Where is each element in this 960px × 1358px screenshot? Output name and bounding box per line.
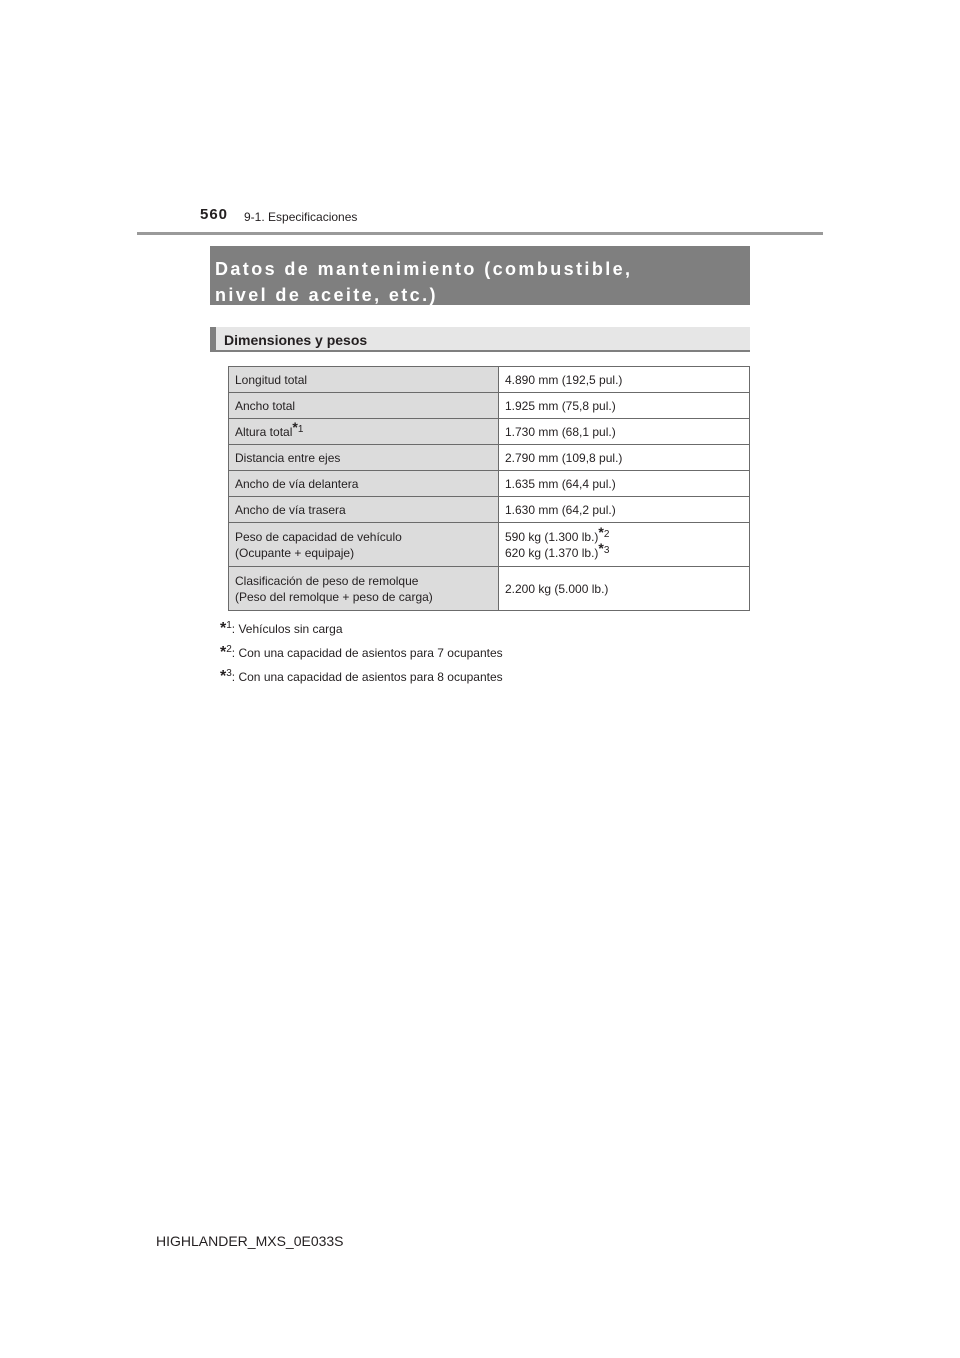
section-heading-bar xyxy=(210,327,216,350)
row-value: 1.730 mm (68,1 pul.) xyxy=(499,419,750,445)
page-number: 560 xyxy=(200,206,229,223)
footnotes xyxy=(220,620,503,692)
table-row xyxy=(229,419,750,445)
footnote-marker: *2 xyxy=(598,523,610,540)
table-row xyxy=(229,393,750,419)
footnote-number: 3 xyxy=(226,668,232,679)
section-heading xyxy=(210,327,750,352)
row-value: 2.790 mm (109,8 pul.) xyxy=(499,445,750,471)
footnote-marker: *1 xyxy=(292,418,304,435)
footnote-number: 2 xyxy=(603,528,610,540)
row-value-line-2: 620 kg (1.370 lb.) xyxy=(505,545,599,560)
row-label-line-1: Clasificación de peso de remolque xyxy=(235,573,419,588)
table-row xyxy=(229,523,750,567)
row-value: 2.200 kg (5.000 lb.) xyxy=(499,567,750,611)
row-label: Ancho de vía delantera xyxy=(229,471,499,497)
row-label: Distancia entre ejes xyxy=(229,445,499,471)
footnote-number: 3 xyxy=(603,544,610,556)
table-row xyxy=(229,471,750,497)
footnote-number: 1 xyxy=(297,423,304,435)
footnote-text: : Con una capacidad de asientos para 7 ocupantes xyxy=(231,646,503,660)
footnote xyxy=(220,644,503,668)
row-label-line-2: (Ocupante + equipaje) xyxy=(235,545,355,560)
footnote-marker: *3 xyxy=(598,539,610,556)
row-label-line-2: (Peso del remolque + peso de carga) xyxy=(235,589,433,604)
row-value xyxy=(499,523,750,567)
footnote-asterisk: * xyxy=(220,668,227,685)
row-label xyxy=(229,419,499,445)
footnote-text: : Con una capacidad de asientos para 8 ocupantes xyxy=(231,670,503,684)
header-divider xyxy=(137,232,823,235)
footnote-number: 1 xyxy=(226,620,232,631)
section-reference: 9-1. Especificaciones xyxy=(244,210,358,224)
footnote-text: : Vehículos sin carga xyxy=(231,622,343,636)
document-code: HIGHLANDER_MXS_0E033S xyxy=(156,1233,344,1249)
row-label xyxy=(229,567,499,611)
footnote xyxy=(220,620,503,644)
row-label xyxy=(229,523,499,567)
section-heading-label: Dimensiones y pesos xyxy=(224,332,368,348)
table-row xyxy=(229,445,750,471)
page-title-line-1: Datos de mantenimiento (combustible, xyxy=(215,259,633,279)
page-title-line-2: nivel de aceite, etc.) xyxy=(215,285,438,305)
row-label: Ancho de vía trasera xyxy=(229,497,499,523)
table-row xyxy=(229,567,750,611)
row-label: Longitud total xyxy=(229,367,499,393)
row-value: 1.635 mm (64,4 pul.) xyxy=(499,471,750,497)
row-label: Ancho total xyxy=(229,393,499,419)
table-row xyxy=(229,497,750,523)
row-value-line-1: 590 kg (1.300 lb.) xyxy=(505,529,599,544)
dimensions-table xyxy=(228,366,750,611)
footnote-asterisk: * xyxy=(220,644,227,661)
footnote-number: 2 xyxy=(226,644,232,655)
row-label-text: Altura total xyxy=(235,424,293,439)
footnote-asterisk: * xyxy=(220,620,227,637)
footnote xyxy=(220,668,503,692)
table-row xyxy=(229,367,750,393)
row-label-line-1: Peso de capacidad de vehículo xyxy=(235,529,402,544)
row-value: 4.890 mm (192,5 pul.) xyxy=(499,367,750,393)
page-title xyxy=(210,246,750,305)
row-value: 1.925 mm (75,8 pul.) xyxy=(499,393,750,419)
row-value: 1.630 mm (64,2 pul.) xyxy=(499,497,750,523)
